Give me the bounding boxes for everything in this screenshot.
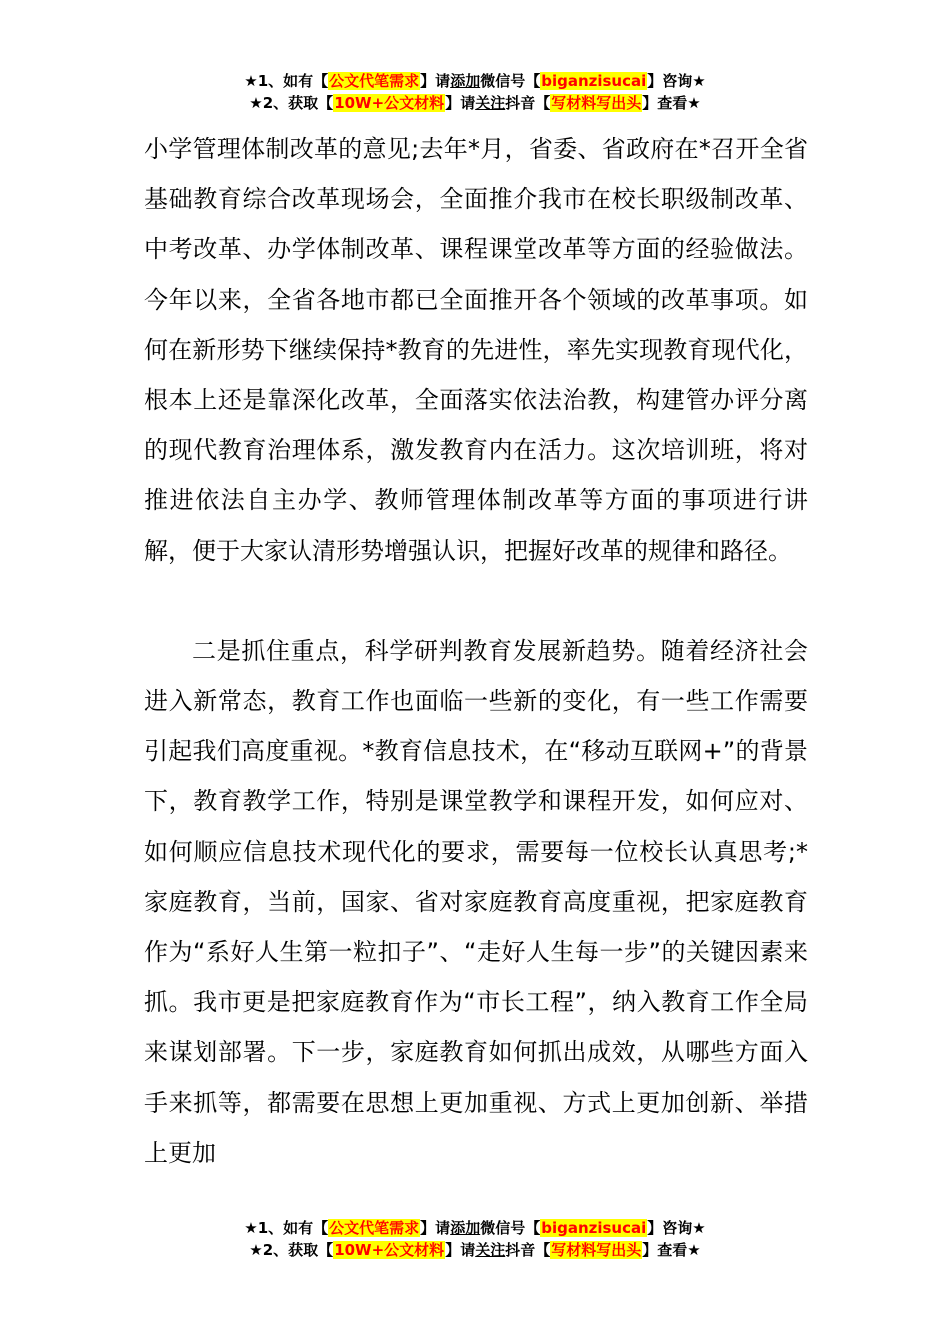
banner-highlight: 写材料写出头: [551, 1241, 642, 1259]
header-banner-line-1: [0, 70, 950, 92]
banner-highlight: 公文代笔需求: [329, 1219, 420, 1237]
banner-highlight: 10W+公文材料: [334, 1241, 445, 1259]
banner-underlined-text: 关注: [475, 1241, 506, 1259]
banner-underlined-text: 添加: [450, 72, 481, 90]
banner-text: 】查看★: [642, 1241, 701, 1259]
footer-banner-line-2: [0, 1239, 950, 1261]
header-banner-line-2: [0, 92, 950, 114]
banner-highlight: 10W+公文材料: [334, 94, 445, 112]
banner-underlined-text: 添加: [450, 1219, 481, 1237]
banner-text: 】请: [445, 94, 476, 112]
banner-text: 微信号【: [480, 1219, 541, 1237]
banner-text: ★1、如有【: [244, 1219, 329, 1237]
banner-underlined-text: 关注: [475, 94, 506, 112]
paragraph-spacer: [144, 576, 808, 626]
banner-text: ★2、获取【: [249, 1241, 334, 1259]
banner-text: 微信号【: [480, 72, 541, 90]
body-paragraph-1: 小学管理体制改革的意见;去年*月，省委、省政府在*召开全省基础教育综合改革现场会，全面推介我市在校长职级制改革、中考改革、办学体制改革、课程课堂改革等方面的经验做法。今年以来，全省各地市都已全面推开各个领域的改革事项。如何在新形势下继续保持*教育的先进性，率先实现教育现代化，根本上还是靠深化改革，全面落实依法治教，构建管办评分离的现代教育治理体系，激发教育内在活力。这次培训班，将对推进依法自主办学、教师管理体制改革等方面的事项进行讲解，便于大家认清形势增强认识，把握好改革的规律和路径。: [144, 135, 808, 565]
banner-text: 抖音【: [505, 94, 551, 112]
footer-banner-line-1: [0, 1217, 950, 1239]
banner-highlight: 写材料写出头: [551, 94, 642, 112]
banner-highlight: biganzisucai: [541, 72, 647, 90]
document-body: [144, 124, 808, 1178]
banner-highlight: biganzisucai: [541, 1219, 647, 1237]
footer-banner: [0, 1217, 950, 1261]
banner-text: 】请: [420, 1219, 451, 1237]
banner-text: 】咨询★: [647, 72, 706, 90]
banner-highlight: 公文代笔需求: [329, 72, 420, 90]
header-banner: [0, 70, 950, 114]
banner-text: 】请: [445, 1241, 476, 1259]
banner-text: ★1、如有【: [244, 72, 329, 90]
banner-text: 抖音【: [505, 1241, 551, 1259]
banner-text: 】查看★: [642, 94, 701, 112]
body-paragraph-2: 二是抓住重点，科学研判教育发展新趋势。随着经济社会进入新常态，教育工作也面临一些新的变化，有一些工作需要引起我们高度重视。*教育信息技术，在“移动互联网+”的背景下，教育教学工作，特别是课堂教学和课程开发，如何应对、如何顺应信息技术现代化的要求，需要每一位校长认真思考;*家庭教育，当前，国家、省对家庭教育高度重视，把家庭教育作为“系好人生第一粒扣子”、“走好人生每一步”的关键因素来抓。我市更是把家庭教育作为“市长工程”，纳入教育工作全局来谋划部署。下一步，家庭教育如何抓出成效，从哪些方面入手来抓等，都需要在思想上更加重视、方式上更加创新、举措上更加: [144, 636, 808, 1167]
banner-text: ★2、获取【: [249, 94, 334, 112]
banner-text: 】咨询★: [647, 1219, 706, 1237]
banner-text: 】请: [420, 72, 451, 90]
